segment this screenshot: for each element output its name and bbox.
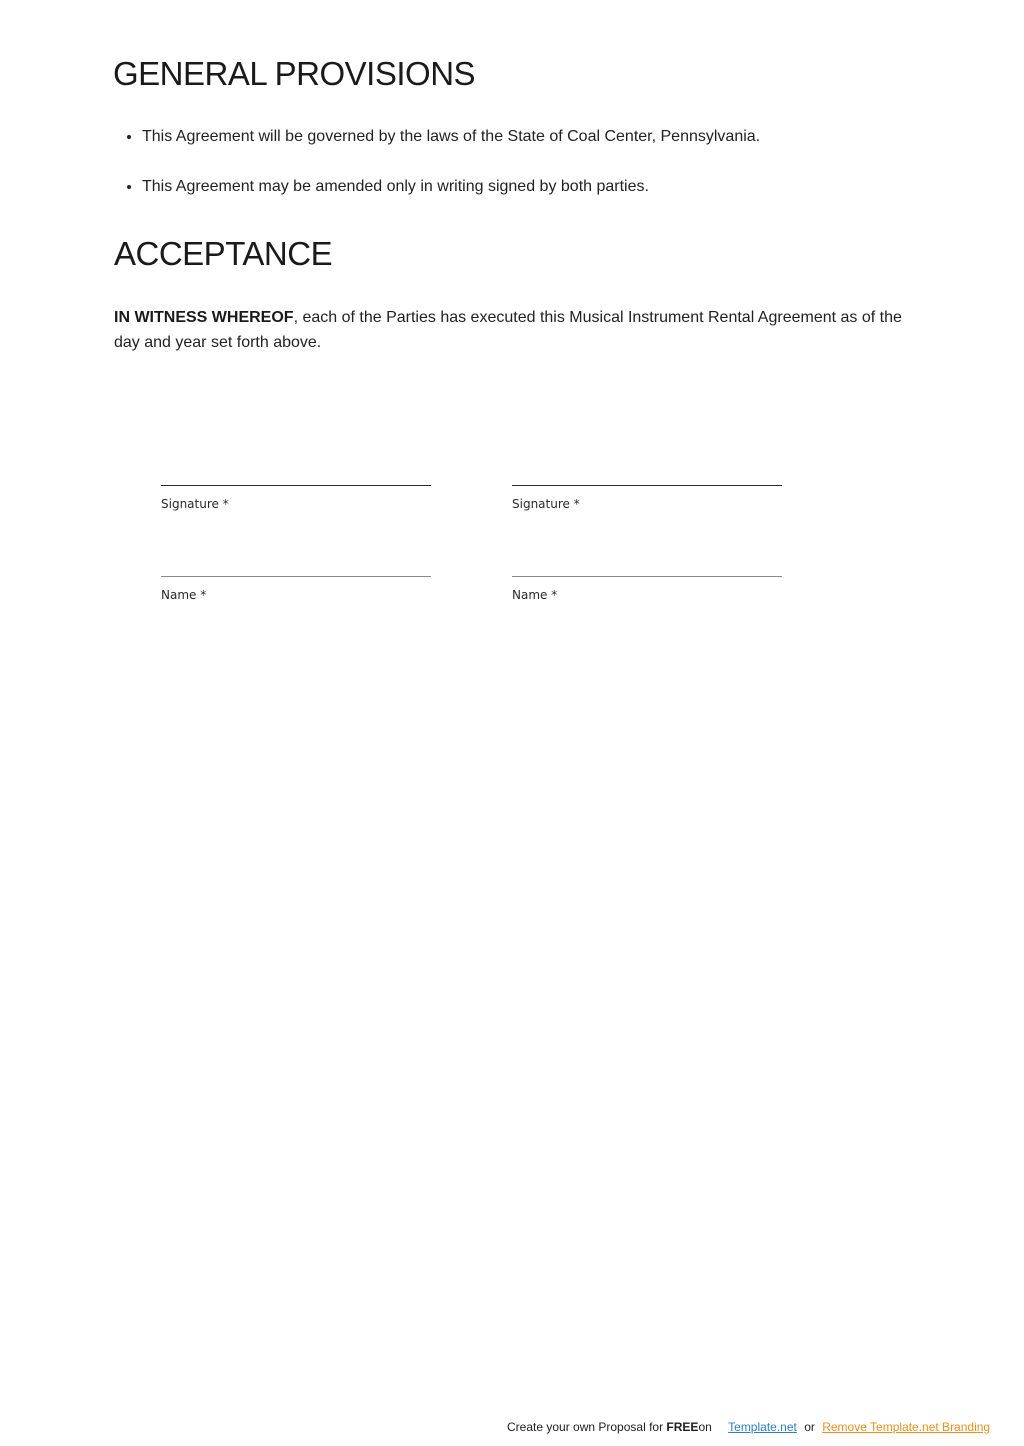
- footer-on: on: [698, 1420, 712, 1434]
- footer-or: or: [804, 1420, 815, 1434]
- witness-paragraph: [114, 305, 914, 355]
- right-signature-line[interactable]: [512, 485, 782, 486]
- left-name-label: Name *: [161, 588, 207, 602]
- right-name-line[interactable]: [512, 576, 782, 577]
- branding-footer: [507, 1420, 990, 1434]
- witness-bold-text: IN WITNESS WHEREOF: [114, 309, 294, 326]
- witness-text: , each of the Parties has executed this Musical Instrument Rental Agreement as of the day and year set forth above.: [114, 309, 902, 351]
- left-signature-label: Signature *: [161, 497, 229, 511]
- general-provisions-list: [114, 126, 962, 226]
- footer-prefix: Create your own Proposal for: [507, 1420, 667, 1434]
- provision-item: • This Agreement may be amended only in writing signed by both parties.: [142, 176, 962, 198]
- left-signature-line[interactable]: [161, 485, 431, 486]
- left-name-line[interactable]: [161, 576, 431, 577]
- general-provisions-heading: GENERAL PROVISIONS: [113, 55, 476, 92]
- footer-free: FREE: [666, 1420, 699, 1434]
- right-signature-label: Signature *: [512, 497, 580, 511]
- right-name-label: Name *: [512, 588, 558, 602]
- template-net-link[interactable]: Template.net: [728, 1420, 797, 1434]
- provision-item: • This Agreement will be governed by the laws of the State of Coal Center, Pennsylvania.: [142, 126, 962, 148]
- remove-branding-link[interactable]: Remove Template.net Branding: [822, 1420, 991, 1434]
- acceptance-heading: ACCEPTANCE: [114, 235, 333, 272]
